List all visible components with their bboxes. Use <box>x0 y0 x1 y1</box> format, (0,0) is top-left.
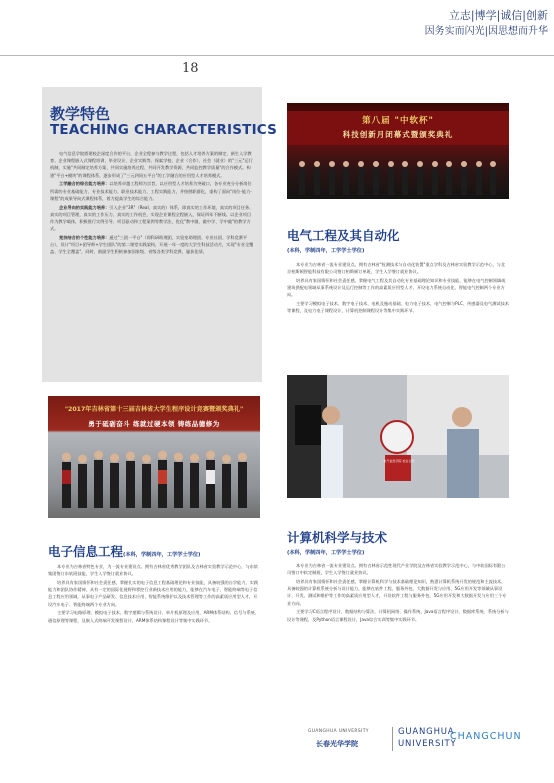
electronic-engineering-heading <box>48 541 200 560</box>
teaching-paragraph <box>50 204 255 233</box>
person-figure <box>402 167 408 195</box>
footer-university-cn: 长春光华学院 <box>316 740 358 748</box>
person-figure <box>461 167 467 195</box>
paragraph-text: 以培养卓越工程师为宗旨，以应用型人才培养为突破口，各专业充分分析岗位所需的专业基础能力、专业技术能力、职业技术能力、工程实践能力，并按照职群化，重构了面向"岗位-能力-课程"的成果导向式课程体系，着力提高学生的综合能力。 <box>50 181 252 201</box>
person-figure <box>373 167 379 195</box>
paragraph-lead: 工学融合的综合能力培养： <box>59 181 110 187</box>
paragraph-lead: 竞技结合的个性能力培养： <box>59 235 110 241</box>
banner-line-1: "2017年吉林省第十三届吉林省大学生程序设计竞赛暨颁奖典礼" <box>64 406 244 413</box>
person-figure <box>490 167 496 195</box>
motto-line-1: 立志|博学|诚信|创新 <box>448 9 548 22</box>
person-figure <box>299 167 305 195</box>
computer-science-subtitle: (本科，学制四年，工学学士学位) <box>287 550 365 556</box>
person-figure <box>476 167 482 195</box>
section-paragraph: 培养具有家国情怀和社会责任感，掌握电气工程及其自动化专业基础理论知识和专业技能，能够在电气控制领域或建筑供配电领域从事系统设计及运行控制等工作的高素质应用型人才，开设电力系统自动化、智能电气控制两个专业方向。 <box>287 278 506 298</box>
electronic-engineering-subtitle: (本科，学制四年，工学学士学位) <box>123 552 201 558</box>
page-number: 18 <box>182 61 199 76</box>
footer-brand-line-1: GUANGHUA <box>398 727 455 737</box>
group-figures <box>48 448 260 518</box>
electronic-engineering-body <box>48 563 260 625</box>
section-paragraph: 主要学习C语言程序设计、数据结构与算法、计算机网络、操作系统、Java语言程序设计、数据库系统、系统分析与设计等课程，及Python语言课程设计，Java综合实训等集中实践环节。 <box>287 609 509 622</box>
meeting-photo-illustration <box>287 375 509 498</box>
electrical-engineering-subtitle: (本科，学制四年，工学学士学位) <box>287 248 365 254</box>
footer-city: CHANGCHUN <box>450 731 522 742</box>
section-paragraph: 主要学习模拟电子技术、数字电子技术、电机及拖动基础、电力电子技术、电气控制与PLC、传感器及电气测试技术等课程，及电力电子课程设计，计算机控制课程设计等集中实践环节。 <box>287 301 509 314</box>
header-rule <box>0 55 554 56</box>
person-figure <box>388 167 394 195</box>
motto-line-2: 因务实而闪光|因思想而升华 <box>424 26 548 37</box>
section-paragraph: 本专业为吉林省一流专业建设点。拥有吉林省"检测技术与自动化装置"重点学科及吉林省实验教学示范中心，与北京柏斯顿智能科技有限公司签订柏斯顿订单班，学生入学签订就业协议。 <box>287 262 506 275</box>
electrical-engineering-title: 电气工程及其自动化 <box>287 228 400 243</box>
banner-line-2: 科技创新月闭幕式暨颁奖典礼 <box>342 130 454 139</box>
person-figure <box>358 167 364 195</box>
paragraph-text: 引入企业"3R"（Real，真实的）体系，即真实的工作环境、真实的项目任务、真实的项目管理，真实的工作压力、真实的工作机会，实现企业课程全程嵌入，保证四年不断线。以企业项目作为教学载体，积极推行实例引导、项目驱动和工程案例等教学法，优化"教中做、做中学、学中做"的教学方式。 <box>50 204 254 232</box>
computer-science-title: 计算机科学与技术 <box>287 530 388 545</box>
electrical-engineering-body <box>287 261 509 316</box>
section-paragraph: 本专业为吉林省特色专业，为一流专业建设点。拥有吉林省优秀教学团队及吉林省实验教学示范中心，与东软集团签订东软班技能，学生入学签订就业协议。 <box>48 564 259 577</box>
footer-divider <box>392 727 393 751</box>
competition-group-photo <box>48 396 260 518</box>
teaching-paragraph <box>50 180 255 202</box>
section-paragraph: 本专业为吉林省一流专业建设点。拥有吉林省示范性现代产业学院及吉林省实验教学示范中心，与中软国际有限公司签订中软定制班，学生入学签订就业协议。 <box>287 563 506 576</box>
competition-banner <box>48 400 260 430</box>
teaching-body <box>50 150 255 375</box>
banner-line-1: 第八届 "中软杯" <box>362 116 434 126</box>
person-figure <box>329 167 335 195</box>
person-figure <box>432 167 438 195</box>
paragraph-text: 通过"三团一平台"（即科研助理团、实验室助理团、专业社团、学科竞赛平台），设计"项目+团导师+学生团队"的第二课堂实践架构，开展一年一度的大学生科技活动月，实现"专业全覆盖、学生全覆盖"，同时，鼓励学生积极参加国家级、省级各类学科竞赛，屡获佳绩。 <box>50 235 254 255</box>
teaching-paragraph <box>50 234 255 256</box>
ceremony-banner <box>287 111 509 145</box>
cooperation-meeting-photo <box>287 375 509 498</box>
computer-science-body <box>287 562 509 624</box>
teaching-paragraph: 电气信息学院搭建校企深度合作的平台，企业全程参与教学过程，包括人才培养方案的制定、新生入学教育、企业课程嵌入式课程培训、毕业设计、企业实践等。探索学校、企业（合作）、社会（就业）的"三元"运行机制，实施"共同制定培养方案、共同实施培养过程、共同开发教学资源、共同监控教学质量"的合作模式。构建"平台+模块"的课程体系，逐步形成了"三元四同五平台"的工学融合的应用型人才培养模式。 <box>50 151 253 178</box>
footer-brand-line-2: UNIVERSITY <box>398 739 457 749</box>
person-figure <box>343 167 349 195</box>
footer-university-en: GUANGHUA UNIVERSITY <box>308 729 369 734</box>
meeting-plaque-text: 电气信息学院 校企合作 <box>383 459 415 463</box>
banner-line-2: 勇于砥砺奋斗 练就过硬本领 铸练品德修为 <box>88 420 220 428</box>
person-figure <box>314 167 320 195</box>
paragraph-lead: 企业导向的实践能力培养： <box>59 204 110 210</box>
section-paragraph: 培养具有家国情怀和社会责任感，掌握扎实的电子信息工程基础理论和专业技能，具备较强的自学能力、实践能力和团队协作精神，具有一定的国际化视野和掌控行业新技术应用的能力，能够在汽车电子、智能终端等电子信息工程应用领域，从事电子产品研发、信息技术应用、智能系统维护以及技术管理等工作的高素质应用型人才，开设汽车电子、智能终端两个专业方向。 <box>48 580 259 607</box>
electronic-engineering-title: 电子信息工程 <box>48 544 124 559</box>
person-figure <box>417 167 423 195</box>
award-ceremony-photo <box>287 103 509 199</box>
section-paragraph: 主要学习电路原理、模拟电子技术、数字逻辑与系统设计、单片机原理及应用、ARM体系结构、信号与系统、通信原理等课程，及嵌入式终端开发课程设计，ARM体系结构课程设计等集中实践环节。 <box>48 610 260 623</box>
teaching-title-cn: 教学特色 <box>50 105 111 123</box>
teaching-title-en: TEACHING CHARACTERISTICS <box>50 122 278 138</box>
section-paragraph: 培养具有家国情怀和社会责任感，掌握计算机科学与技术基础理论知识，熟悉计算机系统开发的规范和主流技术，具备较强的计算机系统分析与设计能力，能够在软件工程、服务外包、大数据开发与应用、5G应用开发等领域从事设计、开发、测试和维护等工作的高素质应用型人才，开设软件工程与服务外包、5G应用开发和大数据开发与应用三个专业方向。 <box>287 579 507 606</box>
person-figure <box>446 167 452 195</box>
award-recipients <box>295 153 501 195</box>
